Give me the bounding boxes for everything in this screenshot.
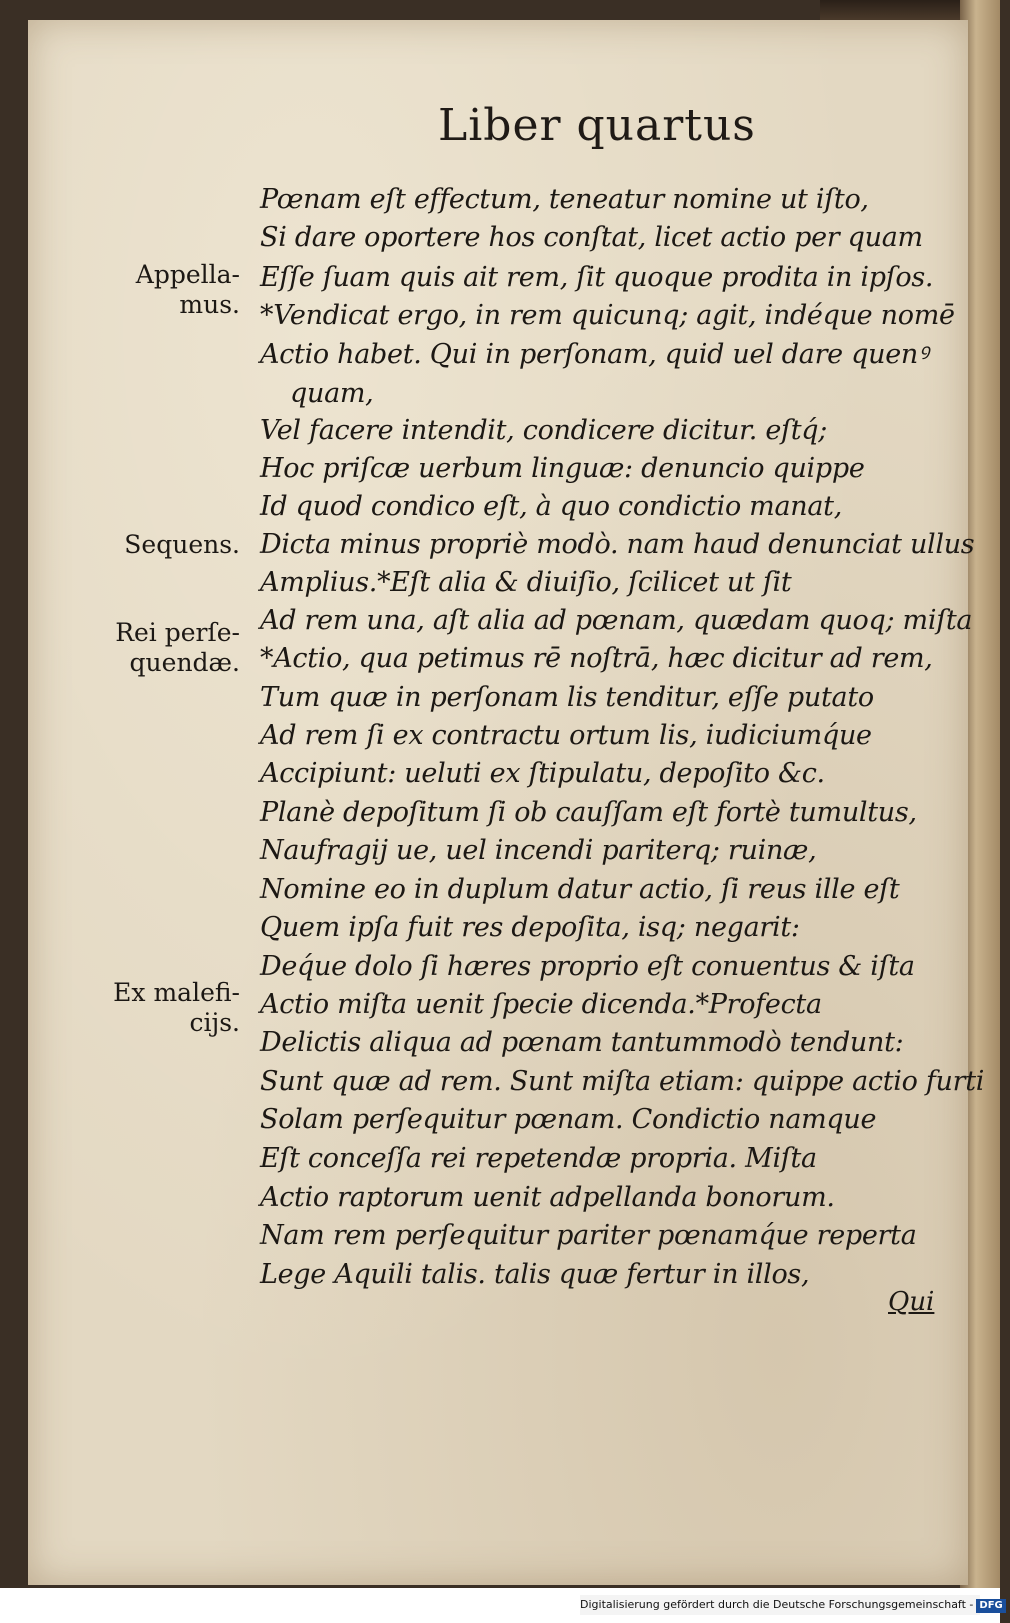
catchword: Qui — [888, 1287, 935, 1317]
running-head: Liber quartus — [438, 100, 756, 151]
verse-line: Planè depoſitum ſi ob cauſſam eſt fortè tumultus, — [260, 797, 917, 828]
verse-line: Vel facere intendit, condicere dicitur. eſtq́; — [260, 415, 828, 446]
verse-line: *Actio, qua petimus rē noſtrā, hæc dicitur ad rem, — [260, 643, 933, 674]
marginal-note: Rei perſe- quendæ. — [115, 618, 240, 677]
verse-line: Nomine eo in duplum datur actio, ſi reus ille eſt — [260, 874, 900, 905]
verse-line: Tum quæ in perſonam lis tenditur, eſſe putato — [260, 682, 874, 713]
dfg-logo: DFG — [976, 1599, 1005, 1613]
verse-line: Pœnam eſt effectum, teneatur nomine ut iſto, — [260, 184, 869, 215]
verse-line: Eſſe ſuam quis ait rem, ſit quoque prodita in ipſos. — [260, 262, 934, 293]
verse-line: Sunt quæ ad rem. Sunt miſta etiam: quippe actio furti — [260, 1066, 985, 1097]
verse-line: Si dare oportere hos conſtat, licet actio per quam — [260, 222, 923, 253]
verse-line: Solam perſequitur pœnam. Condictio namque — [260, 1104, 877, 1135]
verse-line: Naufragij ue, uel incendi pariterq; ruinæ, — [260, 835, 817, 866]
verse-line: Ad rem ſi ex contractu ortum lis, iudiciumq́ue — [260, 720, 872, 751]
digitization-credit — [580, 1595, 1003, 1615]
marginal-note: Sequens. — [124, 530, 240, 559]
verse-line: Deq́ue dolo ſi hæres proprio eſt conuentus & iſta — [260, 951, 915, 982]
credit-text: Digitalisierung gefördert durch die Deutsche Forschungsgemeinschaft - — [580, 1598, 974, 1611]
book-page — [28, 20, 985, 1585]
verse-line: Actio raptorum uenit adpellanda bonorum. — [260, 1182, 835, 1213]
verse-line: Quem ipſa fuit res depoſita, isq; negarit: — [260, 912, 800, 943]
verse-line: Ad rem una, aſt alia ad pœnam, quædam quoq; miſta — [260, 605, 973, 636]
verse-line: Actio habet. Qui in perſonam, quid uel dare quenꝰ — [260, 339, 928, 370]
verse-line: *Vendicat ergo, in rem quicunq; agit, indéque nomē — [260, 300, 955, 331]
verse-line: Actio miſta uenit ſpecie dicenda.*Profecta — [260, 989, 822, 1020]
verse-line: Hoc priſcæ uerbum linguæ: denuncio quippe — [260, 453, 865, 484]
verse-line: quam, — [290, 378, 374, 409]
verse-line: Lege Aquili talis. talis quæ fertur in illos, — [260, 1259, 810, 1290]
verse-line: Dicta minus propriè modò. nam haud denunciat ullus — [260, 529, 975, 560]
verse-line: Accipiunt: ueluti ex ſtipulatu, depoſito &c. — [260, 758, 825, 789]
verse-line: Id quod condico eſt, à quo condictio manat, — [260, 491, 842, 522]
marginal-note: Ex malefi- cijs. — [113, 978, 240, 1037]
verse-line: Nam rem perſequitur pariter pœnamq́ue reperta — [260, 1220, 917, 1251]
verse-line: Eſt conceſſa rei repetendæ propria. Miſta — [260, 1143, 817, 1174]
verse-line: Delictis aliqua ad pœnam tantummodò tendunt: — [260, 1027, 904, 1058]
verse-line: Amplius.*Eſt alia & diuiſio, ſcilicet ut ſit — [260, 567, 792, 598]
marginal-note: Appella- mus. — [135, 260, 240, 319]
